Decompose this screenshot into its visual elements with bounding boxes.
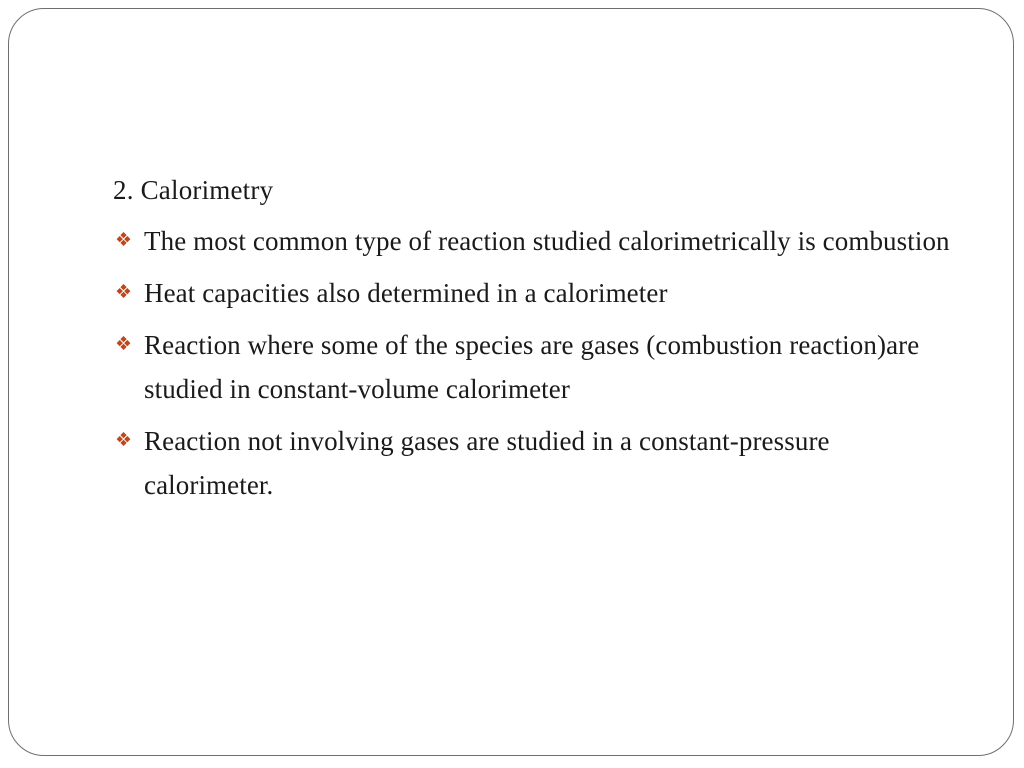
- bullet-item: [113, 219, 953, 263]
- slide-heading: 2. Calorimetry: [113, 175, 274, 205]
- bullet-text: Heat capacities also determined in a calorimeter: [144, 278, 668, 308]
- diamond-cluster-icon: ❖: [115, 282, 133, 303]
- bullet-text: The most common type of reaction studied calorimetrically is combustion: [144, 226, 950, 256]
- diamond-cluster-icon: ❖: [115, 230, 133, 251]
- bullet-item: [113, 271, 953, 315]
- diamond-cluster-icon: ❖: [115, 334, 133, 355]
- bullet-list: [113, 219, 953, 507]
- bullet-item: [113, 419, 953, 507]
- slide-content: [113, 170, 953, 515]
- bullet-item: [113, 323, 953, 411]
- diamond-cluster-icon: ❖: [115, 430, 133, 451]
- bullet-text: Reaction not involving gases are studied in a constant-pressure calorimeter.: [144, 426, 830, 500]
- bullet-text: Reaction where some of the species are gases (combustion reaction)are studied in constant-volume calorimeter: [144, 330, 920, 404]
